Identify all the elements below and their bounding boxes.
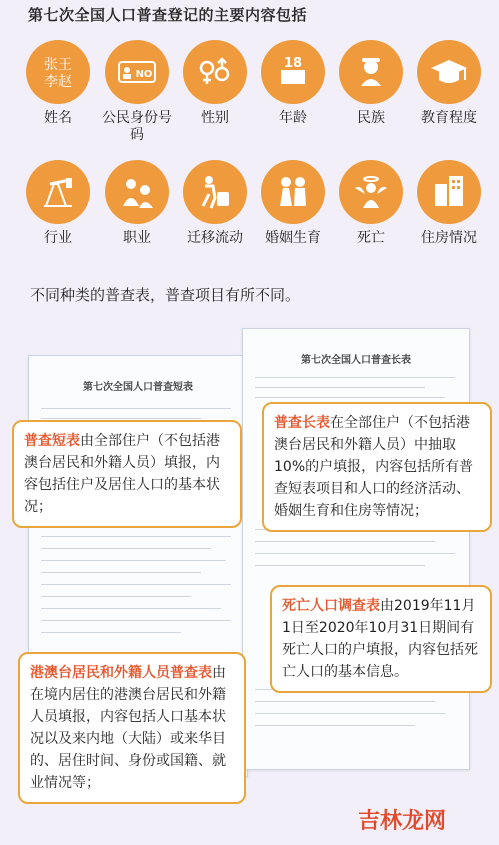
callout-text: 在全部住户（不包括港澳台居民和外籍人员）中抽取10%的户填报，内容包括所有普查短表项目和人口的经济活动、婚姻生育和住房等情况； (274, 415, 474, 519)
death-form-callout (270, 585, 492, 693)
item-industry (18, 160, 98, 247)
svg-text:李赵: 李赵 (44, 74, 72, 90)
item-label: 住房情况 (421, 230, 477, 246)
content-icon-grid (0, 0, 499, 260)
gender-icon (183, 40, 247, 104)
short-form-callout (12, 420, 242, 528)
item-label: 教育程度 (421, 110, 477, 126)
item-label: 年龄 (279, 110, 307, 126)
occupation-icon (105, 160, 169, 224)
callout-highlight: 死亡人口调查表 (282, 598, 380, 614)
long-form-document (242, 328, 470, 770)
svg-text:NO: NO (135, 69, 153, 80)
item-education (409, 40, 489, 127)
item-ethnic (331, 40, 411, 127)
item-gender (175, 40, 255, 127)
svg-text:18: 18 (283, 56, 303, 71)
item-age (253, 40, 333, 127)
item-label: 迁移流动 (187, 230, 243, 246)
long-form-callout (262, 402, 492, 532)
item-label: 行业 (44, 230, 72, 246)
item-marriage (253, 160, 333, 247)
item-label: 姓名 (44, 110, 72, 126)
watermark-logo: 吉林龙网 (358, 809, 447, 834)
education-icon (417, 40, 481, 104)
housing-icon (417, 160, 481, 224)
svg-text:张王: 张王 (44, 57, 72, 73)
foreign-form-callout (18, 652, 246, 804)
callout-text: 由2019年11月1日至2020年10月31日期间有死亡人口的户填报，内容包括死亡人口的基本信息。 (282, 598, 478, 680)
note-text: 不同种类的普查表，普查项目有所不同。 (30, 286, 301, 304)
item-label: 性别 (201, 110, 229, 126)
callout-text: 由全部住户（不包括港澳台居民和外籍人员）填报，内容包括住户及居住人口的基本状况； (24, 433, 220, 515)
item-label: 婚姻生育 (265, 230, 321, 246)
item-label: 公民身份号码 (102, 110, 172, 143)
callout-text: 由在境内居住的港澳台居民和外籍人员填报，内容包括人口基本状况以及来内地（大陆）或来华目的、居住时间、身份或国籍、就业情况等； (30, 665, 226, 791)
page-title: 第七次全国人口普查登记的主要内容包括 (28, 6, 308, 24)
item-id (97, 40, 177, 144)
industry-icon (26, 160, 90, 224)
migration-icon (183, 160, 247, 224)
age-icon (261, 40, 325, 104)
item-label: 职业 (123, 230, 151, 246)
death-icon (339, 160, 403, 224)
item-occupation (97, 160, 177, 247)
item-migration (175, 160, 255, 247)
item-label: 死亡 (357, 230, 385, 246)
item-housing (409, 160, 489, 247)
callout-highlight: 普查长表 (274, 415, 330, 431)
marriage-icon (261, 160, 325, 224)
item-name (18, 40, 98, 127)
long-form-title: 第七次全国人口普查长表 (301, 355, 411, 366)
item-label: 民族 (357, 110, 385, 126)
item-death (331, 160, 411, 247)
id-card-icon (105, 40, 169, 104)
name-icon (26, 40, 90, 104)
callout-highlight: 普查短表 (24, 433, 80, 449)
callout-highlight: 港澳台居民和外籍人员普查表 (30, 665, 212, 681)
short-form-title: 第七次全国人口普查短表 (83, 382, 193, 393)
ethnic-icon (339, 40, 403, 104)
